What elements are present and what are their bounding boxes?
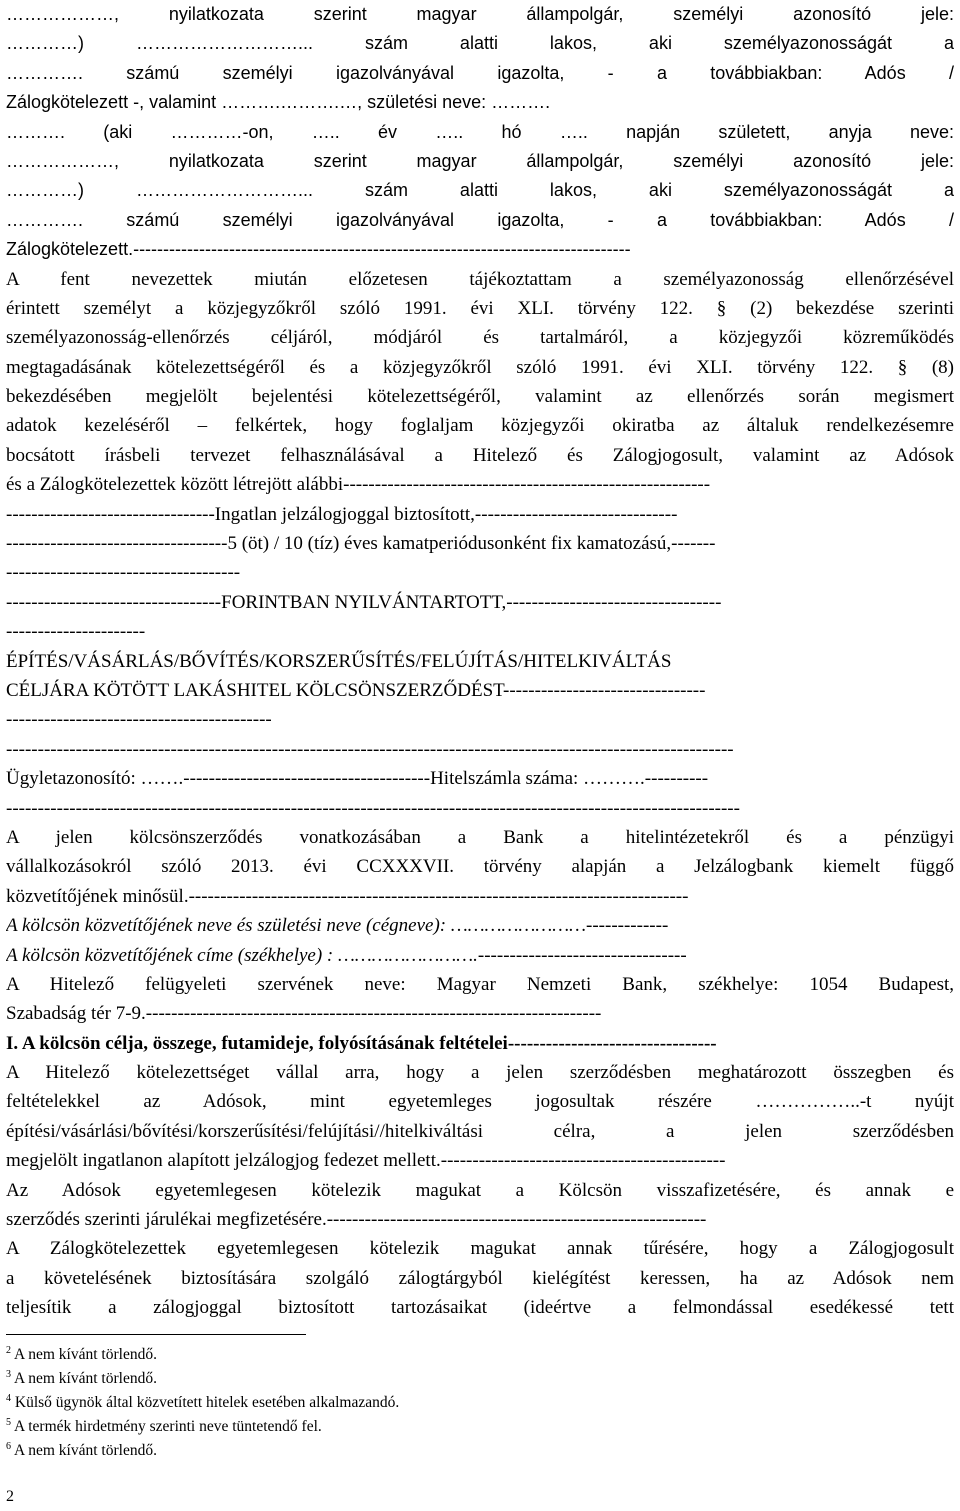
text-line: ----------------------------------FORINTBAN NYILVÁNTARTOTT,---------------------------------- [6, 591, 722, 613]
footnote-number: 3 [6, 1368, 11, 1380]
text-line: adatok kezeléséről – felkértek, hogy foglaljam közjegyzői okiratba az általuk rendelkezésemre [6, 415, 954, 437]
text-line: …………) ………………………... szám alatti lakos, aki személyazonosságát a [6, 33, 954, 54]
text-line: Az Adósok egyetemlegesen kötelezik magukat a Kölcsön visszafizetésére, és annak e [6, 1179, 954, 1201]
text-line: vállalkozásokról szóló 2013. évi CCXXXVII. törvény alapján a Jelzálogbank kiemelt függő [6, 856, 954, 878]
text-line: …………. számú személyi igazolványával igazolta, - a továbbiakban: Adós / [6, 62, 954, 83]
text-line: teljesítik a zálogjoggal biztosított tartozásaikat (ideértve a felmondással esedékessé tett [6, 1297, 954, 1319]
section-heading: I. A kölcsön célja, összege, futamideje, folyósításának feltételei--------------------------------- [6, 1032, 717, 1054]
text-line: közvetítőjének minősül.------------------------------------------------------------------------------- [6, 885, 689, 907]
page-number: 2 [6, 1488, 14, 1505]
footnote-number: 4 [6, 1392, 11, 1404]
text-line: …………. számú személyi igazolványával igazolta, - a továbbiakban: Adós / [6, 209, 954, 230]
text-line: bekezdésében megjelölt bejelentési kötelezettségéről, valamint az ellenőrzés során megismert [6, 386, 954, 408]
text-line: ---------------------------------Ingatlan jelzálogjoggal biztosított,-------------------------------- [6, 503, 678, 525]
footnote-text: A nem kívánt törlendő. [14, 1442, 157, 1459]
text-line: Szabadság tér 7-9.------------------------------------------------------------------------ [6, 1003, 602, 1025]
footnote [6, 1442, 706, 1460]
contract-title-line: CÉLJÁRA KÖTÖTT LAKÁSHITEL KÖLCSÖNSZERZŐDÉST-------------------------------- [6, 679, 706, 701]
footnote-text: Külső ügynök által közvetített hitelek esetében alkalmazandó. [14, 1394, 400, 1411]
text-line: feltételekkel az Adósok, mint egyetemleges jogosultak részére ……………..-t nyújt [6, 1091, 954, 1113]
text-line: megtagadásának kötelezettségéről és a közjegyzőkről szóló 1991. évi XLI. törvény 122. § (8) [6, 356, 954, 378]
divider-line: -------------------------------------------------------------------------------------------------------------------- [6, 797, 740, 819]
text-line: építési/vásárlási/bővítési/korszerűsítési/felújítási//hitelkiváltási célra, a jelen szerződésben [6, 1120, 954, 1142]
text-line: ………………, nyilatkozata szerint magyar állampolgár, személyi azonosító jele: [6, 4, 954, 24]
text-line: ------------------------------------------ [6, 709, 272, 731]
footnote [6, 1346, 706, 1364]
text-line: ------------------------------------- [6, 562, 241, 584]
footnote-text: A termék hirdetmény szerinti neve tüntetendő fel. [14, 1418, 322, 1435]
identifier-line: Ügyletazonosító: …….---------------------------------------Hitelszámla száma: ……….---------- [6, 768, 709, 790]
intermediary-address-line: A kölcsön közvetítőjének címe (székhelye) : …………………….--------------------------------- [6, 944, 687, 966]
text-line: A fent nevezettek miután előzetesen tájékoztattam a személyazonosság ellenőrzésével [6, 268, 954, 290]
footnote [6, 1370, 706, 1388]
text-line: ………………, nyilatkozata szerint magyar állampolgár, személyi azonosító jele: [6, 150, 954, 171]
footnote-text: A nem kívánt törlendő. [14, 1346, 157, 1363]
text-line: a követelésének biztosítására szolgáló zálogtárgyból kielégítést keressen, ha az Adósok nem [6, 1267, 954, 1289]
footnote-number: 6 [6, 1440, 11, 1452]
text-line: ---------------------- [6, 621, 146, 643]
text-line: A jelen kölcsönszerződés vonatkozásában a Bank a hitelintézetekről és a pénzügyi [6, 826, 954, 848]
text-line: Zálogkötelezett.----------------------------------------------------------------------------------- [6, 239, 631, 260]
text-line: megjelölt ingatlanon alapított jelzálogjog fedezet mellett.--------------------------------------------- [6, 1150, 726, 1172]
intermediary-name-line: A kölcsön közvetítőjének neve és születési neve (cégneve): ……………………------------- [6, 915, 669, 937]
text-line: …………) ………………………... szám alatti lakos, aki személyazonosságát a [6, 180, 954, 201]
text-line: érintett személyt a közjegyzőkről szóló 1991. évi XLI. törvény 122. § (2) bekezdése szerinti [6, 297, 954, 319]
text-line: A Zálogkötelezettek egyetemlegesen kötelezik magukat annak tűrésére, hogy a Zálogjogosult [6, 1238, 954, 1260]
text-line: A Hitelező kötelezettséget vállal arra, hogy a jelen szerződésben meghatározott összegben és [6, 1062, 954, 1084]
footnote-text: A nem kívánt törlendő. [14, 1370, 157, 1387]
text-line: -----------------------------------5 (öt) / 10 (tíz) éves kamatperiódusonként fix kamatozású,------- [6, 533, 716, 555]
document-page [6, 0, 954, 1323]
footnote [6, 1418, 706, 1436]
footnote-number: 5 [6, 1416, 11, 1428]
text-line: Zálogkötelezett -, valamint ……….……….…, születési neve: ………. [6, 92, 551, 113]
text-line: személyazonosság-ellenőrzés céljáról, módjáról és tartalmáról, a közjegyzői közreműködés [6, 327, 954, 349]
text-line: ………. (aki …………-on, ….. év ….. hó ….. napján született, anyja neve: [6, 121, 954, 142]
text-line: szerződés szerinti járulékai megfizetésére.------------------------------------------------------------ [6, 1209, 707, 1231]
text-line: bocsátott írásbeli tervezet felhasználásával a Hitelező és Zálogjogosult, valamint az Adósok [6, 444, 954, 466]
divider-line: ------------------------------------------------------------------------------------------------------------------- [6, 738, 734, 760]
text-line: és a Zálogkötelezettek között létrejött alábbi---------------------------------------------------------- [6, 474, 711, 496]
text-line: A Hitelező felügyeleti szervének neve: Magyar Nemzeti Bank, székhelye: 1054 Budapest, [6, 973, 954, 995]
contract-title-line: ÉPÍTÉS/VÁSÁRLÁS/BŐVÍTÉS/KORSZERŰSÍTÉS/FELÚJÍTÁS/HITELKIVÁLTÁS [6, 650, 672, 672]
footnote-number: 2 [6, 1344, 11, 1356]
footnote-separator [6, 1334, 306, 1335]
footnote [6, 1394, 706, 1412]
